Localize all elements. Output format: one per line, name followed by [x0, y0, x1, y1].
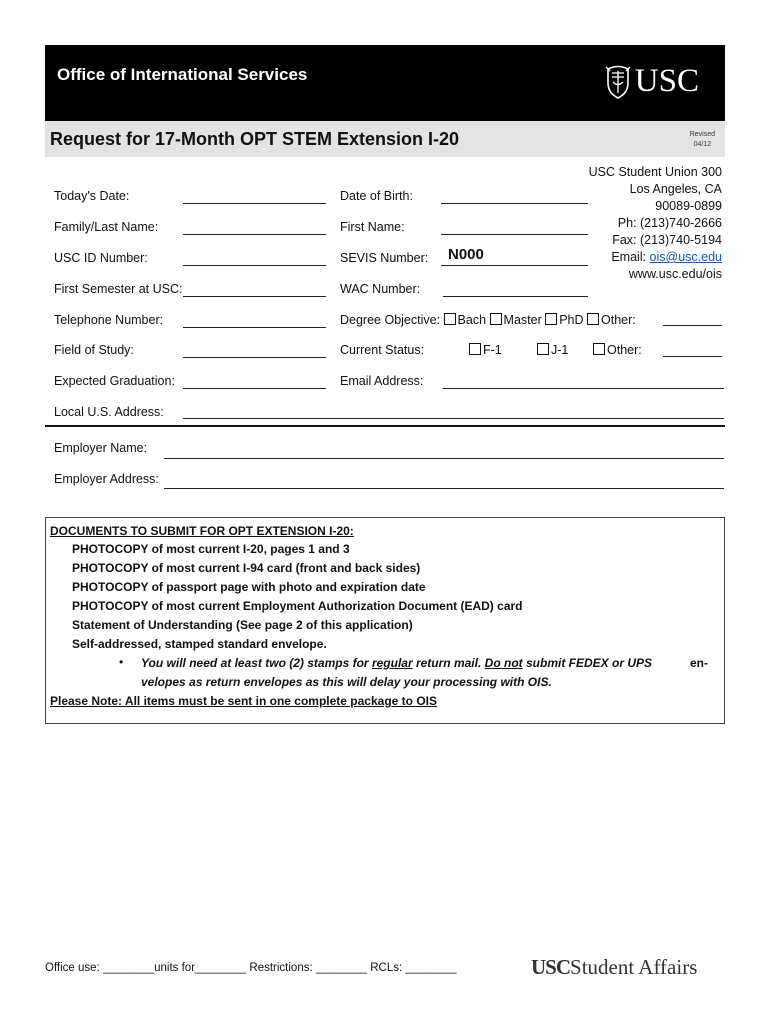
stamp-instruction-cont: velopes as return envelopes as this will delay your processing with OIS.: [141, 675, 552, 689]
employer-address-label: Employer Address:: [54, 472, 159, 486]
usc-seal-icon: [605, 65, 631, 99]
master-checkbox[interactable]: [490, 313, 502, 325]
employer-address-field[interactable]: [164, 488, 724, 489]
stamp-text-1: You will need at least two (2) stamps for: [141, 656, 372, 670]
j1-label: J-1: [551, 343, 569, 357]
address-line2: Los Angeles, CA: [629, 182, 722, 196]
first-semester-field[interactable]: [183, 296, 326, 297]
stamp-regular: regular: [371, 656, 413, 670]
address-web: www.usc.edu/ois: [628, 267, 722, 281]
wac-number-label: WAC Number:: [340, 282, 421, 296]
sa-logo-text: Student Affairs: [570, 955, 698, 979]
document-item: PHOTOCOPY of most current Employment Authorization Document (EAD) card: [72, 599, 523, 613]
local-address-label: Local U.S. Address:: [54, 405, 164, 419]
degree-objective-row: [340, 313, 636, 327]
email-link[interactable]: ois@usc.edu: [649, 250, 722, 264]
date-of-birth-label: Date of Birth:: [340, 189, 413, 203]
office-title: Office of International Services: [57, 65, 308, 84]
todays-date-field[interactable]: [183, 203, 326, 204]
usc-logo: [605, 63, 699, 100]
master-label: Master: [503, 313, 542, 327]
document-item: PHOTOCOPY of most current I-94 card (front and back sides): [72, 561, 421, 575]
j1-option: [537, 343, 568, 357]
family-name-label: Family/Last Name:: [54, 220, 159, 234]
ois-address: [589, 164, 722, 283]
date-of-birth-field[interactable]: [441, 203, 588, 204]
f1-option: [469, 343, 502, 357]
address-phone: Ph: (213)740-2666: [617, 216, 722, 230]
address-fax: Fax: (213)740-5194: [612, 233, 722, 247]
stamp-instruction: [141, 656, 652, 670]
usc-id-label: USC ID Number:: [54, 251, 148, 265]
sevis-number-field[interactable]: [441, 265, 588, 266]
first-semester-label: First Semester at USC:: [54, 282, 183, 296]
usc-id-field[interactable]: [183, 265, 326, 266]
current-status-label: Current Status:: [340, 343, 425, 357]
family-name-field[interactable]: [183, 234, 326, 235]
stamp-text-2: return mail.: [412, 656, 485, 670]
status-other-checkbox[interactable]: [593, 343, 605, 355]
bach-checkbox[interactable]: [444, 313, 456, 325]
sevis-number-value[interactable]: N000: [448, 246, 484, 263]
field-of-study-label: Field of Study:: [54, 343, 134, 357]
revised-note: [690, 130, 715, 150]
address-line3: 90089-0899: [655, 199, 722, 213]
sevis-number-label: SEVIS Number:: [340, 251, 429, 265]
degree-other-checkbox[interactable]: [587, 313, 599, 325]
todays-date-label: Today's Date:: [54, 189, 130, 203]
stamp-hyphen: en-: [690, 656, 708, 670]
telephone-field[interactable]: [183, 327, 326, 328]
email-address-label: Email Address:: [340, 374, 424, 388]
status-other-option: [593, 343, 642, 357]
employer-name-label: Employer Name:: [54, 441, 148, 455]
stamp-donot: Do not: [484, 656, 523, 670]
document-item: Self-addressed, stamped standard envelope.: [72, 637, 327, 651]
address-line1: USC Student Union 300: [588, 165, 722, 179]
telephone-label: Telephone Number:: [54, 313, 164, 327]
package-note: Please Note: All items must be sent in one complete package to OIS: [50, 694, 437, 708]
document-item: PHOTOCOPY of most current I-20, pages 1 and 3: [72, 542, 350, 556]
degree-objective-label: Degree Objective:: [340, 313, 441, 327]
phd-label: PhD: [559, 313, 584, 327]
office-use-footer: Office use: ________units for________ Restrictions: ________ RCLs: ________: [45, 962, 457, 974]
f1-label: F-1: [483, 343, 502, 357]
revised-label: Revised: [689, 131, 715, 138]
employer-name-field[interactable]: [164, 458, 724, 459]
document-item: PHOTOCOPY of passport page with photo and expiration date: [72, 580, 426, 594]
degree-other-field[interactable]: [663, 325, 722, 326]
field-of-study-field[interactable]: [183, 357, 326, 358]
documents-box: [45, 517, 725, 724]
first-name-field[interactable]: [441, 234, 588, 235]
sa-logo-usc: USC: [531, 955, 571, 979]
bach-label: Bach: [457, 313, 487, 327]
documents-heading: DOCUMENTS TO SUBMIT FOR OPT EXTENSION I-20:: [50, 524, 354, 538]
local-address-field[interactable]: [183, 418, 724, 419]
first-name-label: First Name:: [340, 220, 405, 234]
stamp-text-3: submit FEDEX or UPS: [522, 656, 653, 670]
phd-checkbox[interactable]: [545, 313, 557, 325]
header-bar: [45, 45, 725, 121]
document-item: Statement of Understanding (See page 2 of this application): [72, 618, 413, 632]
usc-logo-text: USC: [634, 63, 699, 99]
bullet-icon: •: [119, 655, 124, 669]
expected-graduation-field[interactable]: [183, 388, 326, 389]
email-label: Email:: [611, 250, 650, 264]
section-divider: [45, 425, 725, 427]
degree-other-label: Other:: [601, 313, 636, 327]
status-other-field[interactable]: [663, 356, 722, 357]
status-other-label: Other:: [607, 343, 642, 357]
expected-graduation-label: Expected Graduation:: [54, 374, 175, 388]
student-affairs-logo: [531, 955, 697, 980]
form-title: Request for 17-Month OPT STEM Extension I-20: [50, 129, 460, 149]
title-bar: [45, 121, 725, 157]
address-email: [589, 249, 722, 266]
j1-checkbox[interactable]: [537, 343, 549, 355]
revised-date: 04/12: [693, 141, 712, 148]
f1-checkbox[interactable]: [469, 343, 481, 355]
email-address-field[interactable]: [443, 388, 724, 389]
wac-number-field[interactable]: [443, 296, 588, 297]
